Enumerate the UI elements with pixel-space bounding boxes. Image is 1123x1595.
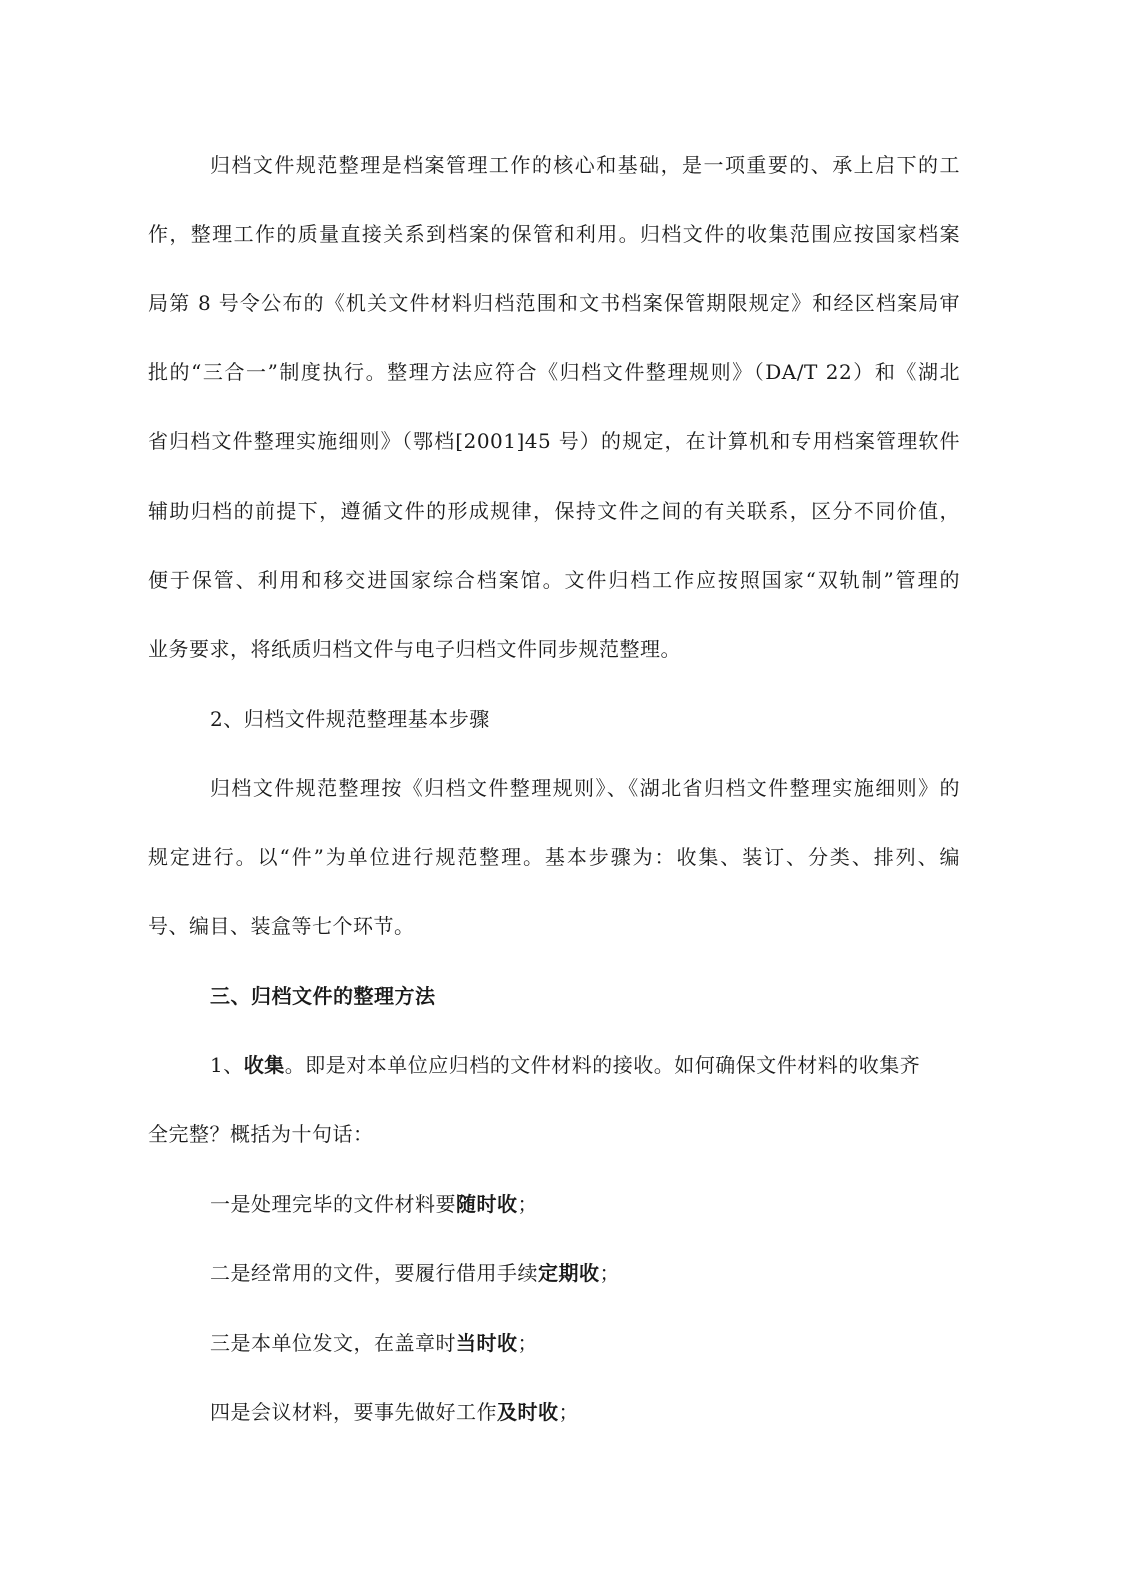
- paragraph-1-line-1: 归档文件规范整理是档案管理工作的核心和基础，是一项重要的、承上启下的工: [210, 153, 960, 177]
- list-item-bold: 当时收: [456, 1331, 518, 1355]
- list-item-end: ；: [558, 1400, 579, 1424]
- list-item-end: ；: [517, 1331, 538, 1355]
- paragraph-2-line-1: 归档文件规范整理按《归档文件整理规则》、《湖北省归档文件整理实施细则》的: [210, 776, 960, 800]
- list-item-4: [210, 1400, 960, 1424]
- list-item-1: [210, 1192, 960, 1216]
- collect-line-1: [210, 1053, 960, 1077]
- collect-line-2: 全完整？概括为十句话：: [148, 1122, 374, 1146]
- paragraph-2-line-3: 号、编目、装盒等七个环节。: [148, 914, 415, 938]
- paragraph-1-line-2: 作，整理工作的质量直接关系到档案的保管和利用。归档文件的收集范围应按国家档案: [148, 222, 960, 246]
- paragraph-1-line-7: 便于保管、利用和移交进国家综合档案馆。文件归档工作应按照国家“双轨制”管理的: [148, 568, 960, 592]
- collect-rest: 。即是对本单位应归档的文件材料的接收。如何确保文件材料的收集齐: [284, 1053, 921, 1077]
- section-2-title: 2、归档文件规范整理基本步骤: [210, 707, 490, 731]
- list-item-2: [210, 1261, 960, 1285]
- paragraph-1-line-5: 省归档文件整理实施细则》（鄂档[2001]45 号）的规定，在计算机和专用档案管理软件: [148, 429, 960, 453]
- collect-prefix: 1、: [210, 1053, 244, 1077]
- list-item-3: [210, 1331, 960, 1355]
- list-item-bold: 定期收: [538, 1261, 600, 1285]
- paragraph-1-line-6: 辅助归档的前提下，遵循文件的形成规律，保持文件之间的有关联系，区分不同价值，: [148, 499, 960, 523]
- paragraph-1-line-4: 批的“三合一”制度执行。整理方法应符合《归档文件整理规则》（DA/T 22）和《湖北: [148, 360, 960, 384]
- list-item-text: 一是处理完毕的文件材料要: [210, 1192, 456, 1216]
- list-item-bold: 随时收: [456, 1192, 518, 1216]
- list-item-bold: 及时收: [497, 1400, 559, 1424]
- section-3-heading: 三、归档文件的整理方法: [210, 984, 436, 1008]
- paragraph-2-line-2: 规定进行。以“件”为单位进行规范整理。基本步骤为：收集、装订、分类、排列、编: [148, 845, 960, 869]
- collect-bold-term: 收集: [243, 1053, 285, 1077]
- paragraph-1-line-3: 局第 8 号令公布的《机关文件材料归档范围和文书档案保管期限规定》和经区档案局审: [148, 291, 960, 315]
- list-item-text: 四是会议材料，要事先做好工作: [210, 1400, 497, 1424]
- list-item-end: ；: [517, 1192, 538, 1216]
- paragraph-1-line-8: 业务要求，将纸质归档文件与电子归档文件同步规范整理。: [148, 637, 681, 661]
- list-item-text: 三是本单位发文，在盖章时: [210, 1331, 456, 1355]
- list-item-end: ；: [599, 1261, 620, 1285]
- list-item-text: 二是经常用的文件，要履行借用手续: [210, 1261, 538, 1285]
